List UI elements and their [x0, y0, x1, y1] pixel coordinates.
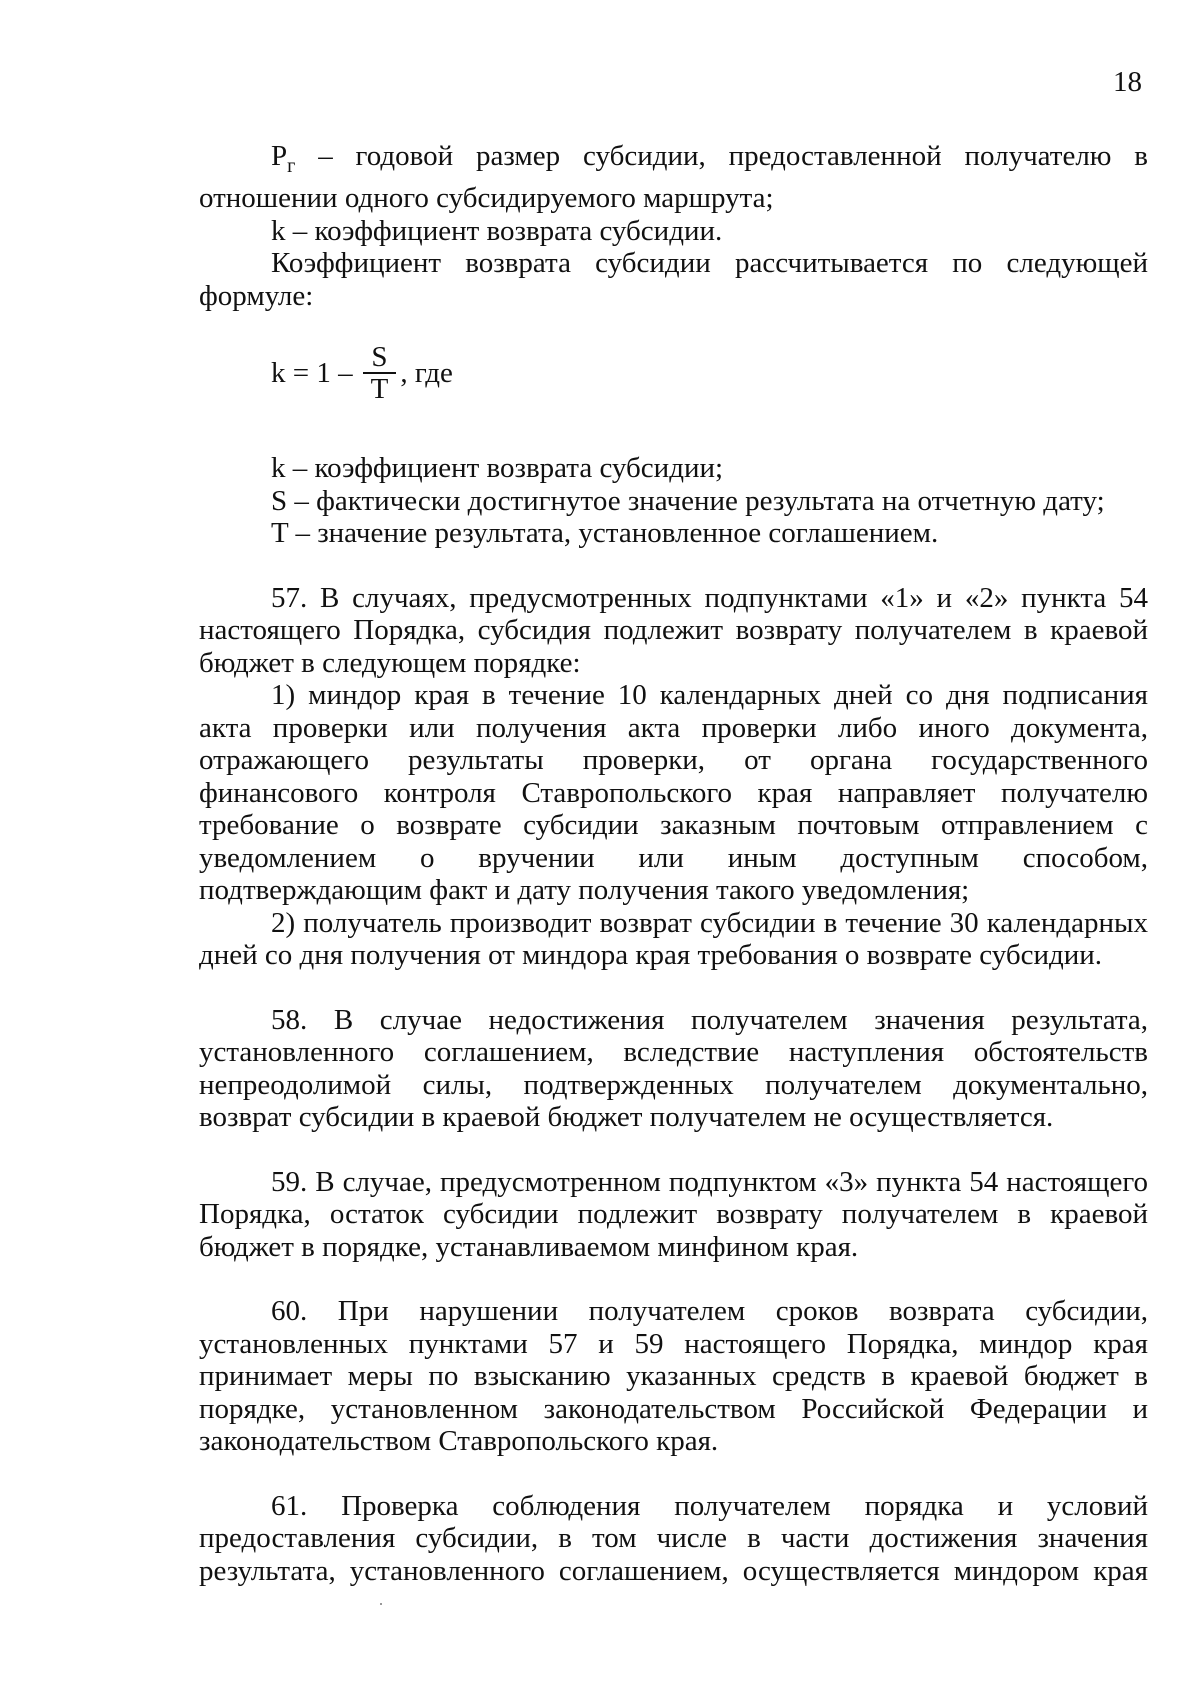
section-58: 58. В случае недостижения получателем значения результата, установленного соглашением, вследствие наступления обстоятельств непреодолимой силы, подтвержденных получателем документально, возврат субсидии в краевой бюджет получателем не осуществляется. — [199, 1003, 1148, 1134]
paragraph-k-definition: k – коэффициент возврата субсидии. — [271, 214, 723, 247]
section-61: 61. Проверка соблюдения получателем порядка и условий предоставления субсидии, в том числе в части достижения значения результата, установленного соглашением, осуществляется миндором края — [199, 1489, 1148, 1587]
formula-fraction — [363, 342, 397, 404]
symbol-p: Р — [271, 140, 288, 172]
definition-text: – годовой размер субсидии, предоставленной получателю в отношении одного субсидируемого маршрута; — [199, 140, 1148, 215]
formula-numerator: S — [363, 342, 395, 374]
formula-k — [199, 332, 1148, 414]
definition-t: T – значение результата, установленное соглашением. — [271, 517, 939, 550]
symbol-subscript: г — [287, 154, 296, 177]
paragraph-formula-intro: Коэффициент возврата субсидии рассчитывается по следующей формуле: — [199, 247, 1148, 312]
formula-denominator: T — [370, 373, 389, 406]
paragraph-annual-subsidy-definition — [199, 140, 1148, 215]
formula-lhs: k = 1 – — [271, 357, 353, 390]
section-59: 59. В случае, предусмотренном подпунктом «3» пункта 54 настоящего Порядка, остаток субсидии подлежит возврату получателем в краевой бюджет в порядке, устанавливаемом минфином края. — [199, 1165, 1148, 1263]
section-57-intro: 57. В случаях, предусмотренных подпунктами «1» и «2» пункта 54 настоящего Порядка, субсидия подлежит возврату получателем в краевой бюджет в следующем порядке: — [199, 581, 1148, 679]
section-57-item-2: 2) получатель производит возврат субсидии в течение 30 календарных дней со дня получения от миндора края требования о возврате субсидии. — [199, 906, 1148, 972]
definition-k: k – коэффициент возврата субсидии; — [271, 452, 724, 485]
page-number: 18 — [1113, 66, 1142, 98]
formula-suffix: , где — [400, 357, 453, 390]
scan-speck — [380, 1603, 382, 1605]
document-body — [199, 140, 1148, 1587]
section-57-item-1: 1) миндор края в течение 10 календарных дней со дня подписания акта проверки или получения акта проверки либо иного документа, отражающего результаты проверки, от органа государственного финансового контроля Ставропольского края направляет получателю требование о возврате субсидии заказным почтовым отправлением с уведомлением о вручении или иным доступным способом, подтверждающим факт и дату получения такого уведомления; — [199, 679, 1148, 907]
section-60: 60. При нарушении получателем сроков возврата субсидии, установленных пунктами 57 и 59 настоящего Порядка, миндор края принимает меры по взысканию указанных средств в краевой бюджет в порядке, установленном законодательством Российской Федерации и законодательством Ставропольского края. — [199, 1295, 1148, 1458]
definition-s: S – фактически достигнутое значение результата на отчетную дату; — [271, 484, 1105, 517]
